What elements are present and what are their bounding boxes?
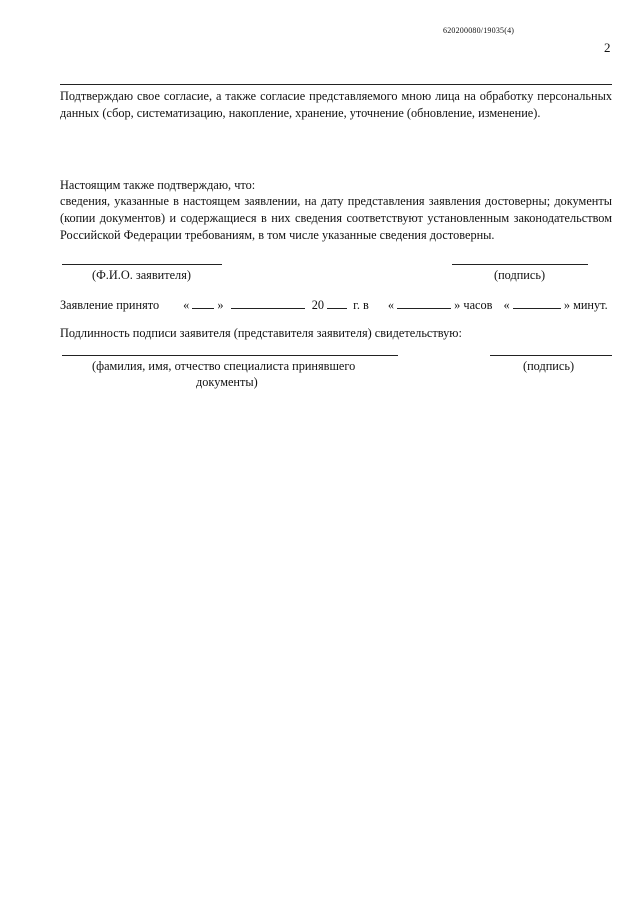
applicant-name-caption: (Ф.И.О. заявителя) <box>92 268 191 282</box>
specialist-signature-caption: (подпись) <box>523 359 575 373</box>
confirm-intro: Настоящим также подтверждаю, что: <box>60 178 256 192</box>
day-open-quote: « <box>183 298 190 312</box>
acceptance-row <box>60 296 608 313</box>
specialist-signature-line <box>490 355 612 356</box>
applicant-name-line <box>62 264 222 265</box>
month-field[interactable] <box>231 296 305 309</box>
document-code: 620200080/19035(4) <box>443 26 515 35</box>
minutes-label: » минут. <box>563 298 608 312</box>
year-prefix: 20 <box>311 298 324 312</box>
hours-label: » часов <box>454 298 493 312</box>
confirm-body: сведения, указанные в настоящем заявлении, на дату представления заявления достоверны; документы (копии документов) и содержащиеся в них сведения соответствуют установленным законодательством Российской Федерации требованиям, в том числе указанные сведения достоверны. <box>60 194 612 242</box>
applicant-signature-caption: (подпись) <box>494 268 546 282</box>
acceptance-label: Заявление принято <box>60 298 160 312</box>
minutes-field[interactable] <box>513 296 561 309</box>
top-divider <box>60 84 612 85</box>
consent-paragraph: Подтверждаю свое согласие, а также согласие представляемого мною лица на обработку персональных данных (сбор, систематизацию, накопление, хранение, уточнение (обновление, изменение). <box>60 89 612 120</box>
year-field[interactable] <box>327 296 347 309</box>
specialist-caption-line1: (фамилия, имя, отчество специалиста принявшего <box>92 359 356 373</box>
authenticity-text: Подлинность подписи заявителя (представителя заявителя) свидетельствую: <box>60 326 462 340</box>
day-close-quote: » <box>217 298 224 312</box>
page-number: 2 <box>604 40 611 55</box>
minutes-open-quote: « <box>503 298 510 312</box>
year-suffix: г. в <box>353 298 369 312</box>
applicant-signature-line <box>452 264 588 265</box>
hours-field[interactable] <box>397 296 451 309</box>
specialist-name-line <box>62 355 398 356</box>
specialist-caption-line2: документы) <box>196 375 258 389</box>
hours-open-quote: « <box>387 298 395 312</box>
day-field[interactable] <box>192 296 214 309</box>
